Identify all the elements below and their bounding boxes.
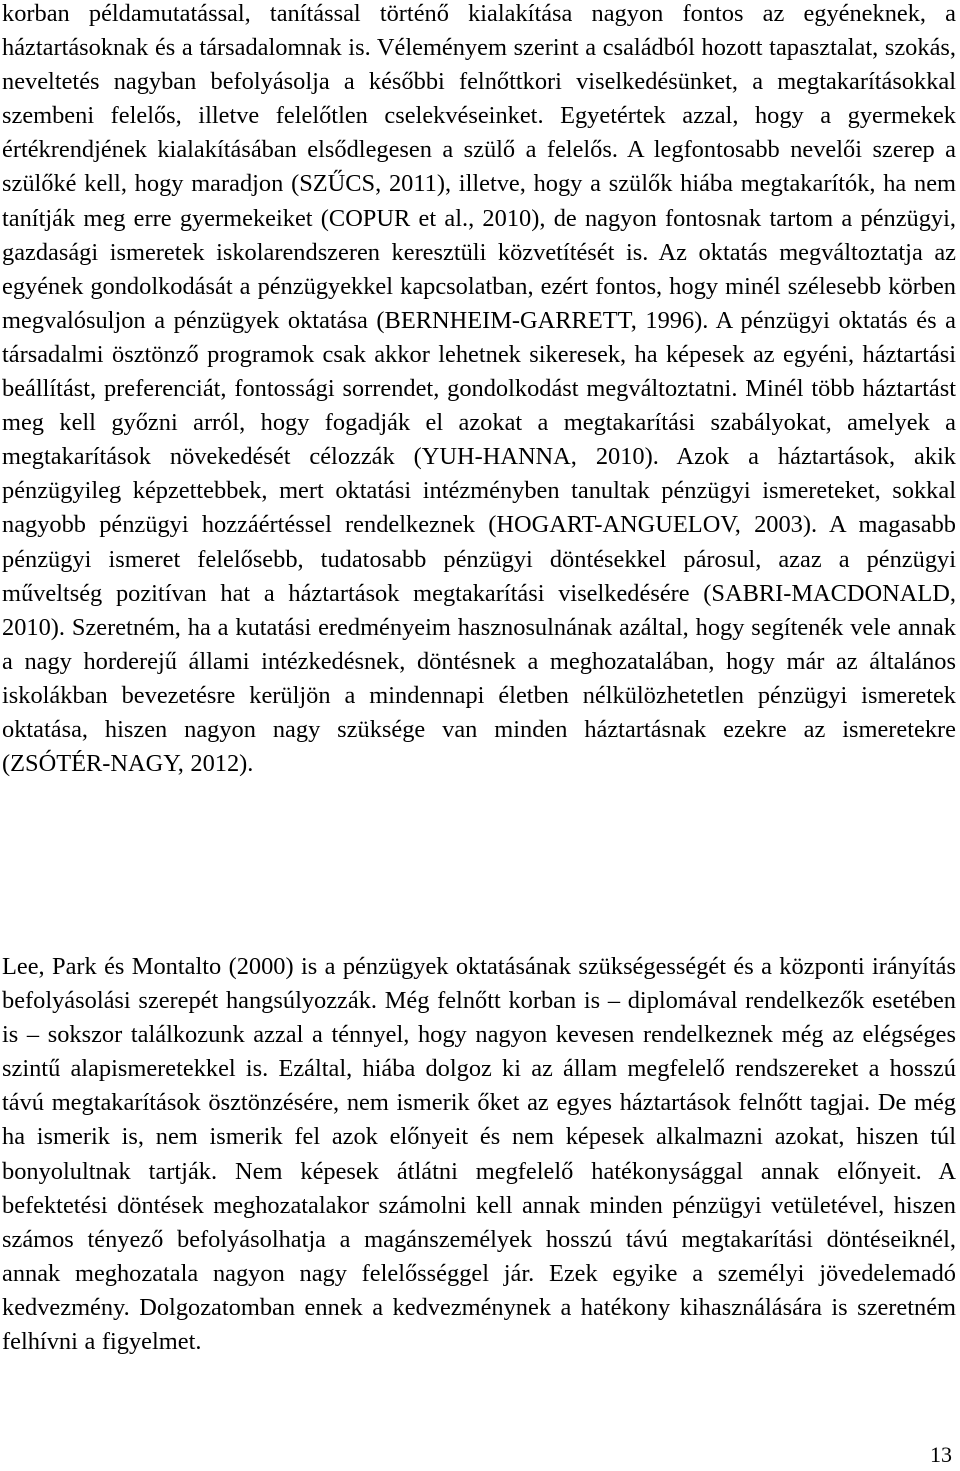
page-number: 13 (930, 1442, 952, 1467)
body-paragraph-1: korban példamutatással, tanítással történő kialakítása nagyon fontos az egyéneknek, a háztartásoknak és a társadalomnak is. Véleményem szerint a családból hozott tapasztalat, szokás, neveltetés nagyban befolyásolja a későbbi felnőttkori viselkedésünket, a megtakarításokkal szembeni felelős, illetve felelőtlen cselekvéseinket. Egyetértek azzal, hogy a gyermekek értékrendjének kialakításában elsődlegesen a szülő a felelős. A legfontosabb nevelői szerep a szülőké kell, hogy maradjon (SZŰCS, 2011), illetve, hogy a szülők hiába megtakarítók, ha nem tanítják meg erre gyermekeiket (COPUR et al., 2010), de nagyon fontosnak tartom a pénzügyi, gazdasági ismeretek iskolarendszeren keresztüli közvetítését is. Az oktatás megváltoztatja az egyének gondolkodását a pénzügyekkel kapcsolatban, ezért fontos, hogy minél szélesebb körben megvalósuljon a pénzügyek oktatása (BERNHEIM-GARRETT, 1996). A pénzügyi oktatás és a társadalmi ösztönző programok csak akkor lehetnek sikeresek, ha képesek az egyéni, háztartási beállítást, preferenciát, fontossági sorrendet, gondolkodást megváltoztatni. Minél több háztartást meg kell győzni arról, hogy fogadják el azokat a megtakarítási szabályokat, amelyek a megtakarítások növekedését célozzák (YUH-HANNA, 2010). Azok a háztartások, akik pénzügyileg képzettebbek, mert oktatási intézményben tanultak pénzügyi ismereteket, sokkal nagyobb pénzügyi hozzáértéssel rendelkeznek (HOGART-ANGUELOV, 2003). A magasabb pénzügyi ismeret felelősebb, tudatosabb pénzügyi döntésekkel párosul, azaz a pénzügyi műveltség pozitívan hat a háztartások megtakarítási viselkedésére (SABRI-MACDONALD, 2010). Szeretném, ha a kutatási eredményeim hasznosulnának azáltal, hogy segítenék vele annak a nagy horderejű állami intézkedésnek, döntésnek a meghozatalában, hogy már az általános iskolákban bevezetésre kerüljön a mindennapi életben nélkülözhetetlen pénzügyi ismeretek oktatása, hiszen nagyon nagy szüksége van minden háztartásnak ezekre az ismeretekre (ZSÓTÉR-NAGY, 2012). (2, 0, 956, 778)
body-paragraph-2: Lee, Park és Montalto (2000) is a pénzügyek oktatásának szükségességét és a központi irányítás befolyásolási szerepét hangsúlyozzák. Még felnőtt korban is – diplomával rendelkezők esetében is – sokszor találkozunk azzal a ténnyel, hogy nagyon kevesen rendelkeznek még az elégséges szintű alapismeretekkel is. Ezáltal, hiába dolgoz ki az állam megfelelő rendszereket a hosszú távú megtakarítások ösztönzésére, nem ismerik őket az egyes háztartások felnőtt tagjai. De még ha ismerik is, nem ismerik fel azok előnyeit és nem képesek alkalmazni azokat, hiszen túl bonyolultnak tartják. Nem képesek átlátni megfelelő hatékonysággal annak előnyeit. A befektetési döntések meghozatalakor számolni kell annak minden pénzügyi vetületével, hiszen számos tényező befolyásolhatja a magánszemélyek hosszú távú megtakarítási döntéseiknél, annak meghozatala nagyon nagy felelősséggel jár. Ezek egyike a személyi jövedelemadó kedvezmény. Dolgozatomban ennek a kedvezménynek a hatékony kihasználására is szeretném felhívni a figyelmet. (2, 953, 956, 1356)
